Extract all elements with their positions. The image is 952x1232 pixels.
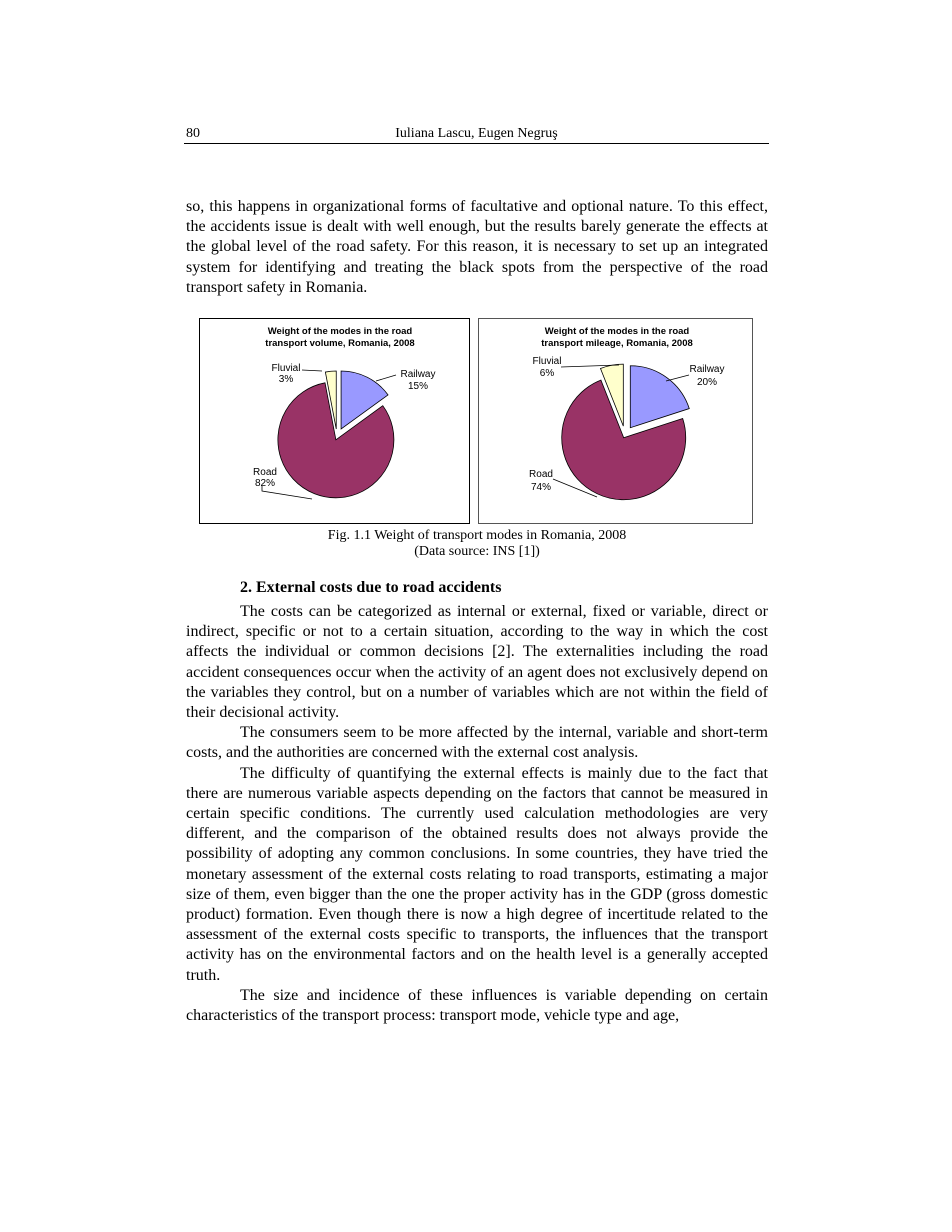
label-fluvial-value: 6% [539,368,555,379]
chart-title-2: transport volume, Romania, 2008 [265,338,415,349]
chart-title-1: Weight of the modes in the road [544,326,690,337]
paragraph: The size and incidence of these influences is variable depending on certain characteristics of the transport process: transport mode, vehicle type and age, [186,986,768,1025]
figure-caption [186,528,768,560]
label-fluvial-name: Fluvial [271,363,301,374]
label-road-value: 74% [530,482,552,493]
chart-title-2: transport mileage, Romania, 2008 [541,338,693,349]
running-header [184,124,769,144]
leader-line [376,375,396,381]
label-road-name: Road [529,469,553,480]
label-railway-name: Railway [400,369,436,380]
leader-line [666,375,689,381]
section-heading: 2. External costs due to road accidents [240,579,502,596]
leader-line [302,370,322,371]
chart-svg [479,319,752,523]
paragraph: The consumers seem to be more affected by the internal, variable and short-term costs, and the authorities are concerned with the external cost analysis. [186,724,768,762]
label-road-value: 82% [254,478,276,489]
label-fluvial-name: Fluvial [532,356,562,367]
caption-line-1: Fig. 1.1 Weight of transport modes in Romania, 2008 [327,528,627,543]
label-railway-value: 15% [407,381,429,392]
label-railway-name: Railway [689,364,725,375]
chart-title-1: Weight of the modes in the road [267,326,413,337]
caption-line-2: (Data source: INS [1]) [414,544,540,559]
paragraph: so, this happens in organizational forms of facultative and optional nature. To this effect, the accidents issue is dealt with well enough, but the results barely generate the effects at the global level of the road safety. For this reason, it is necessary to set up an integrated system for identifying and treating the black spots from the perspective of the road transport safety in Romania. [186,198,768,296]
page-number: 80 [186,126,200,141]
authors: Iuliana Lascu, Eugen Negruş [395,126,558,141]
label-railway-value: 20% [696,377,718,388]
pie-chart-mileage [478,318,753,524]
pie-chart-volume [199,318,470,524]
paragraph: The difficulty of quantifying the external effects is mainly due to the fact that there are numerous variable aspects depending on the factors that cannot be measured in certain specific conditions. The currently used calculation methodologies are very different, and the comparison of the obtained results does not always provide the possibility of adopting any common conclusions. In some countries, they have tried the monetary assessment of the external costs relating to road transports, estimating a major size of them, even bigger than the one the proper activity has in the GDP (gross domestic product) formation. Even though there is now a high degree of incertitude related to the assessment of the external costs specific to transports, the influences that the transport activity has on the environmental factors and on the health level is a generally accepted truth. [186,764,768,984]
label-road-name: Road [253,467,277,478]
paragraph: The costs can be categorized as internal or external, fixed or variable, direct or indirect, specific or not to a certain situation, according to the way in which the cost affects the individual or common decisions [2]. The externalities including the road accident consequences occur when the activity of an agent does not exclusively depend on the variables they control, but on a number of variables which are not within the field of their decisional activity. [186,603,768,722]
intro-text [186,197,768,298]
label-fluvial-value: 3% [278,374,294,385]
pie-slice-railway [630,366,689,428]
chart-svg [200,319,469,523]
body-text [186,602,768,1026]
